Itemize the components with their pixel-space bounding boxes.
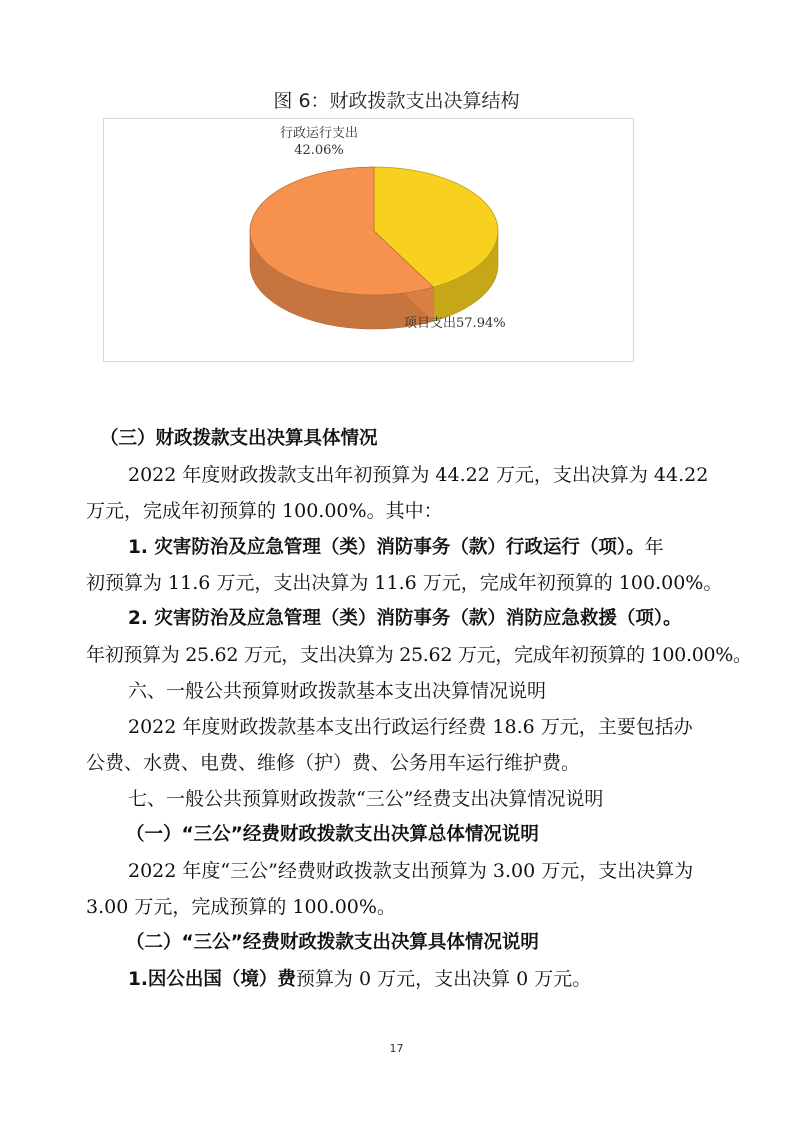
last-item-text: 预算为 0 万元，支出决算 0 万元。 — [295, 968, 592, 990]
pie-chart — [103, 118, 634, 362]
section-heading-3: （三）财政拨款支出决算具体情况 — [100, 428, 378, 449]
item-2-heading: 2. 灾害防治及应急管理（类）消防事务（款）消防应急救援（项）。 — [128, 608, 682, 629]
item-1-text: 年 — [644, 536, 664, 558]
paragraph-line: 2022 年度财政拨款支出年初预算为 44.22 万元，支出决算为 44.22 — [128, 464, 709, 486]
subheading-2: （二）“三公”经费财政拨款支出决算具体情况说明 — [126, 932, 539, 953]
page-number: 17 — [389, 1042, 404, 1055]
figure-title: 图 6：财政拨款支出决算结构 — [273, 90, 520, 112]
paragraph-line: 3.00 万元，完成预算的 100.00%。 — [86, 896, 396, 918]
slice-label-project — [404, 315, 524, 332]
last-item — [86, 966, 746, 993]
slice-label-project-name: 项目支出 — [404, 316, 457, 331]
subheading-1: （一）“三公”经费财政拨款支出决算总体情况说明 — [126, 824, 539, 845]
paragraph-line: 2022 年度“三公”经费财政拨款支出预算为 3.00 万元，支出决算为 — [128, 860, 694, 882]
last-item-heading: 1.因公出国（境）费 — [128, 969, 296, 990]
paragraph-line: 年初预算为 25.62 万元，支出决算为 25.62 万元，完成年初预算的 100.00%。 — [86, 644, 752, 666]
paragraph-line: 2022 年度财政拨款基本支出行政运行经费 18.6 万元，主要包括办 — [128, 716, 693, 738]
item-1 — [86, 534, 746, 561]
slice-label-project-value: 57.94% — [456, 316, 506, 331]
section-heading-7: 七、一般公共预算财政拨款“三公”经费支出决算情况说明 — [128, 788, 604, 810]
paragraph-line: 公费、水费、电费、维修（护）费、公务用车运行维护费。 — [86, 752, 581, 774]
slice-label-admin — [254, 125, 384, 159]
item-1-heading: 1. 灾害防治及应急管理（类）消防事务（款）行政运行（项）。 — [128, 537, 645, 558]
section-heading-6: 六、一般公共预算财政拨款基本支出决算情况说明 — [128, 680, 547, 702]
slice-label-admin-name: 行政运行支出 — [279, 126, 358, 141]
paragraph-line: 初预算为 11.6 万元，支出决算为 11.6 万元，完成年初预算的 100.00%。 — [86, 572, 723, 594]
paragraph-line: 万元，完成年初预算的 100.00%。其中： — [86, 500, 443, 522]
slice-label-admin-value: 42.06% — [294, 143, 344, 158]
